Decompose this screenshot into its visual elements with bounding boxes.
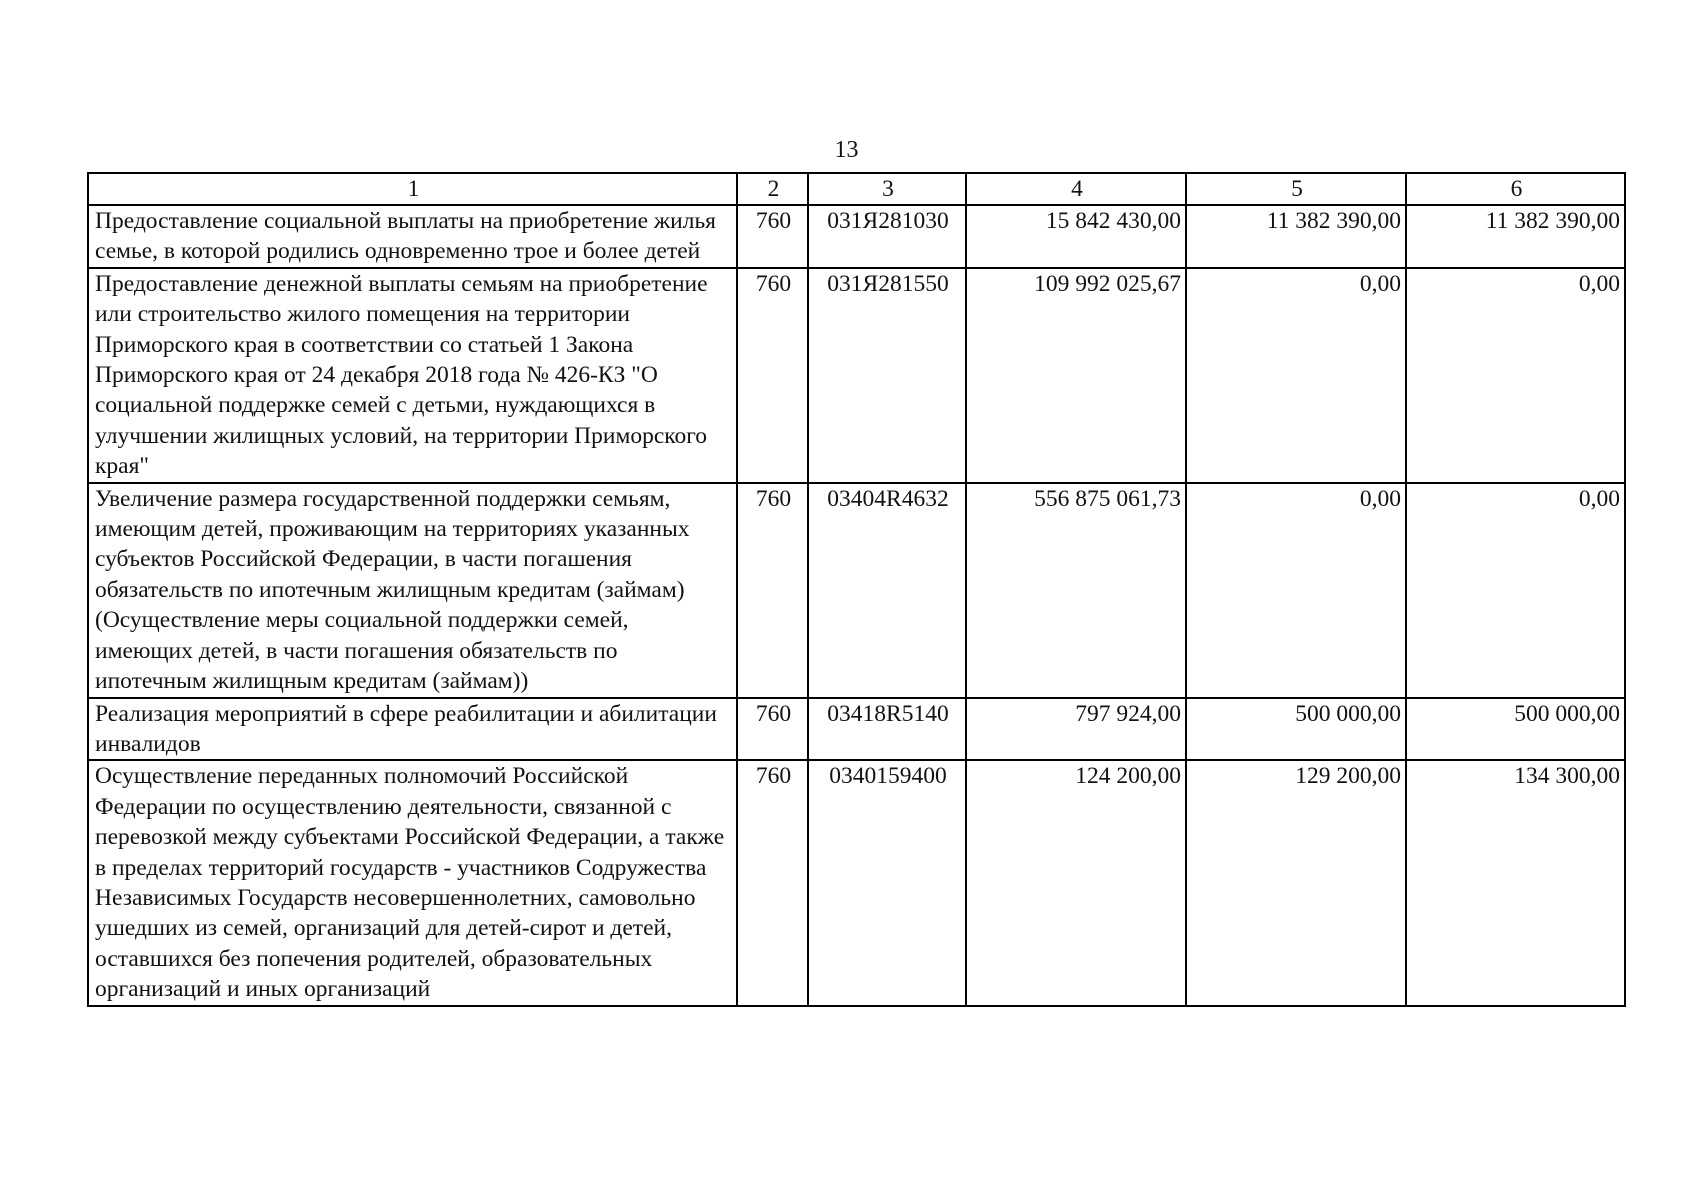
column-header: 3 xyxy=(808,173,966,205)
column-header: 4 xyxy=(966,173,1186,205)
row-col6: 134 300,00 xyxy=(1406,760,1625,1005)
table-row xyxy=(88,268,1625,483)
column-header: 1 xyxy=(88,173,737,205)
budget-table xyxy=(87,172,1626,1007)
column-header: 6 xyxy=(1406,173,1625,205)
row-col6: 500 000,00 xyxy=(1406,698,1625,761)
row-description: Реализация мероприятий в сфере реабилитации и абилитации инвалидов xyxy=(88,698,737,761)
table-row xyxy=(88,205,1625,268)
row-col5: 0,00 xyxy=(1186,268,1406,483)
table-header-row xyxy=(88,173,1625,205)
row-description: Предоставление социальной выплаты на приобретение жилья семье, в которой родились одновременно трое и более детей xyxy=(88,205,737,268)
row-col3: 0340159400 xyxy=(808,760,966,1005)
row-col6: 11 382 390,00 xyxy=(1406,205,1625,268)
table-row xyxy=(88,698,1625,761)
column-header: 5 xyxy=(1186,173,1406,205)
row-col2: 760 xyxy=(737,760,808,1005)
row-col2: 760 xyxy=(737,205,808,268)
row-col5: 0,00 xyxy=(1186,483,1406,698)
row-col4: 124 200,00 xyxy=(966,760,1186,1005)
row-col3: 03418R5140 xyxy=(808,698,966,761)
page-number: 13 xyxy=(834,137,859,163)
row-col2: 760 xyxy=(737,698,808,761)
row-col6: 0,00 xyxy=(1406,483,1625,698)
row-description: Предоставление денежной выплаты семьям на приобретение или строительство жилого помещения на территории Приморского края в соответствии со статьей 1 Закона Приморского края от 24 декабря 2018 года № 426-КЗ "О социальной поддержке семей с детьми, нуждающихся в улучшении жилищных условий, на территории Приморского края" xyxy=(88,268,737,483)
row-description: Осуществление переданных полномочий Российской Федерации по осуществлению деятельности, связанной с перевозкой между субъектами Российской Федерации, а также в пределах территорий государств - участников Содружества Независимых Государств несовершеннолетних, самовольно ушедших из семей, организаций для детей-сирот и детей, оставшихся без попечения родителей, образовательных организаций и иных организаций xyxy=(88,760,737,1005)
row-col6: 0,00 xyxy=(1406,268,1625,483)
row-col4: 109 992 025,67 xyxy=(966,268,1186,483)
row-description: Увеличение размера государственной поддержки семьям, имеющим детей, проживающим на территориях указанных субъектов Российской Федерации, в части погашения обязательств по ипотечным жилищным кредитам (займам) (Осуществление меры социальной поддержки семей, имеющих детей, в части погашения обязательств по ипотечным жилищным кредитам (займам)) xyxy=(88,483,737,698)
row-col4: 15 842 430,00 xyxy=(966,205,1186,268)
column-header: 2 xyxy=(737,173,808,205)
row-col3: 031Я281030 xyxy=(808,205,966,268)
row-col2: 760 xyxy=(737,483,808,698)
row-col2: 760 xyxy=(737,268,808,483)
row-col4: 556 875 061,73 xyxy=(966,483,1186,698)
row-col5: 500 000,00 xyxy=(1186,698,1406,761)
row-col5: 129 200,00 xyxy=(1186,760,1406,1005)
row-col3: 031Я281550 xyxy=(808,268,966,483)
row-col5: 11 382 390,00 xyxy=(1186,205,1406,268)
table-row xyxy=(88,483,1625,698)
row-col4: 797 924,00 xyxy=(966,698,1186,761)
row-col3: 03404R4632 xyxy=(808,483,966,698)
table-row xyxy=(88,760,1625,1005)
